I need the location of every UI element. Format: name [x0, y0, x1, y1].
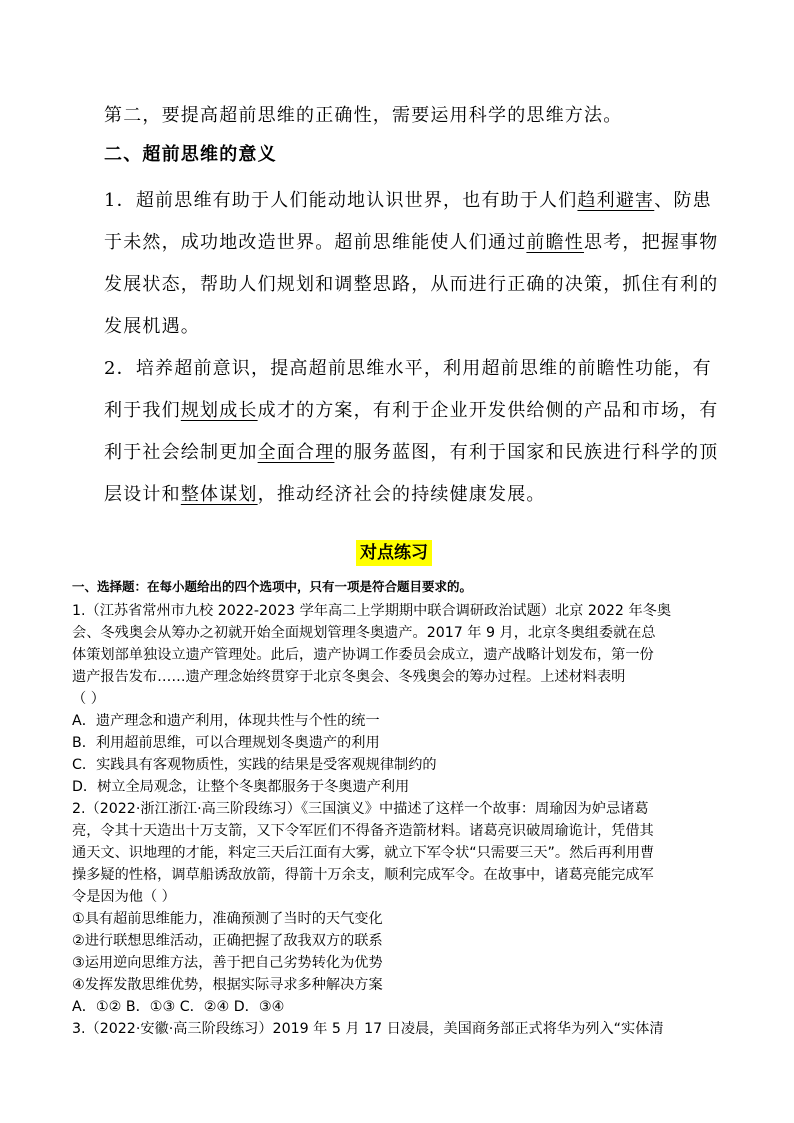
- text-run: 2．培养超前意识，提高超前思维水平，利用超前思维的前瞻性功能，有利于我们: [104, 358, 712, 421]
- question-line: 遗产报告发布……遗产理念始终贯穿于北京冬奥会、冬残奥会的筹办过程。上述材料表明: [72, 669, 626, 685]
- question-line: 令是因为他（ ）: [72, 889, 176, 905]
- options-row: A．①② B．①③ C．②④ D．③④: [72, 999, 285, 1015]
- question-line: 亮，令其十天造出十万支箭，又下令军匠们不得备齐造箭材料。诸葛亮识破周瑜诡计，凭借其: [72, 823, 654, 839]
- paragraph-meaning-1: [104, 180, 720, 348]
- text-run: 成才的方案，有利于企业开发供给侧的产品和市场，有利于社会绘制更加: [104, 400, 719, 463]
- underlined-term: 全面合理: [257, 442, 335, 463]
- answer-blank: （ ）: [72, 691, 105, 707]
- text-run: 的服务蓝图，有利于国家和民族进行科学的顶层设计和: [104, 442, 719, 505]
- text-run: 、防患于未然，成功地改造世界。超前思维能使人们通过: [104, 190, 712, 253]
- question-line: 通天文、识地理的才能，料定三天后江面有大雾，就立下军令状“只需要三天”。然后再利用曹: [72, 845, 655, 861]
- statement-3: ③运用逆向思维方法，善于把自己劣势转化为优势: [72, 955, 383, 971]
- statement-4: ④发挥发散思维优势，根据实际寻求多种解决方案: [72, 977, 383, 993]
- question-line: 操多疑的性格，调草船诱敌放箭，得箭十万余支，顺利完成军令。在故事中，诸葛亮能完成军: [72, 867, 654, 883]
- section-heading: 二、超前思维的意义: [104, 144, 277, 165]
- paragraph-second-point: [104, 95, 720, 137]
- text-run: ，推动经济社会的持续健康发展。: [257, 484, 546, 505]
- underlined-term: 趋利避害: [577, 190, 655, 211]
- question-line: 体策划部单独设立遗产管理处。此后，遗产协调工作委员会成立，遗产战略计划发布，第一份: [72, 647, 654, 663]
- underlined-term: 规划成长: [180, 400, 258, 421]
- question-1: [72, 600, 724, 798]
- option-c: C．实践具有客观物质性，实践的结果是受客观规律制约的: [72, 757, 437, 773]
- question-line: 2.（2022·浙江浙江·高三阶段练习）《三国演义》中描述了这样一个故事：周瑜因为妒忌诸葛: [72, 801, 649, 817]
- paragraph-meaning-2: [104, 348, 720, 516]
- paragraph-text: 第二，要提高超前思维的正确性，需要运用科学的思维方法。: [104, 105, 623, 126]
- underlined-term: 整体谋划: [180, 484, 258, 505]
- practice-title: 对点练习: [356, 540, 432, 566]
- question-line: 1.（江苏省常州市九校 2022-2023 学年高二上学期期中联合调研政治试题）北京 2022 年冬奥: [72, 603, 672, 619]
- question-3: [72, 1018, 724, 1040]
- statement-1: ①具有超前思维能力，准确预测了当时的天气变化: [72, 911, 383, 927]
- option-a: A．遗产理念和遗产利用，体现共性与个性的统一: [72, 713, 380, 729]
- section-instruction: 一、选择题：在每小题给出的四个选项中，只有一项是符合题目要求的。: [72, 579, 473, 594]
- option-b: B．利用超前思维，可以合理规划冬奥遗产的利用: [72, 735, 380, 751]
- question-line: 会、冬残奥会从筹办之初就开始全面规划管理冬奥遗产。2017 年 9 月，北京冬奥组委就在总: [72, 625, 656, 641]
- option-d: D．树立全局观念，让整个冬奥都服务于冬奥遗产利用: [72, 779, 410, 795]
- question-line: 3.（2022·安徽·高三阶段练习）2019 年 5 月 17 日凌晨，美国商务部正式将华为列入“实体清: [72, 1021, 664, 1037]
- text-run: 思考，把握事物发展状态，帮助人们规划和调整思路，从而进行正确的决策，抓住有利的发展机遇。: [104, 232, 719, 337]
- statement-2: ②进行联想思维活动，正确把握了敌我双方的联系: [72, 933, 383, 949]
- text-run: 1．超前思维有助于人们能动地认识世界，也有助于人们: [104, 190, 578, 211]
- choice-section-heading: [72, 576, 724, 598]
- underlined-term: 前瞻性: [526, 232, 585, 253]
- question-2: [72, 798, 724, 1018]
